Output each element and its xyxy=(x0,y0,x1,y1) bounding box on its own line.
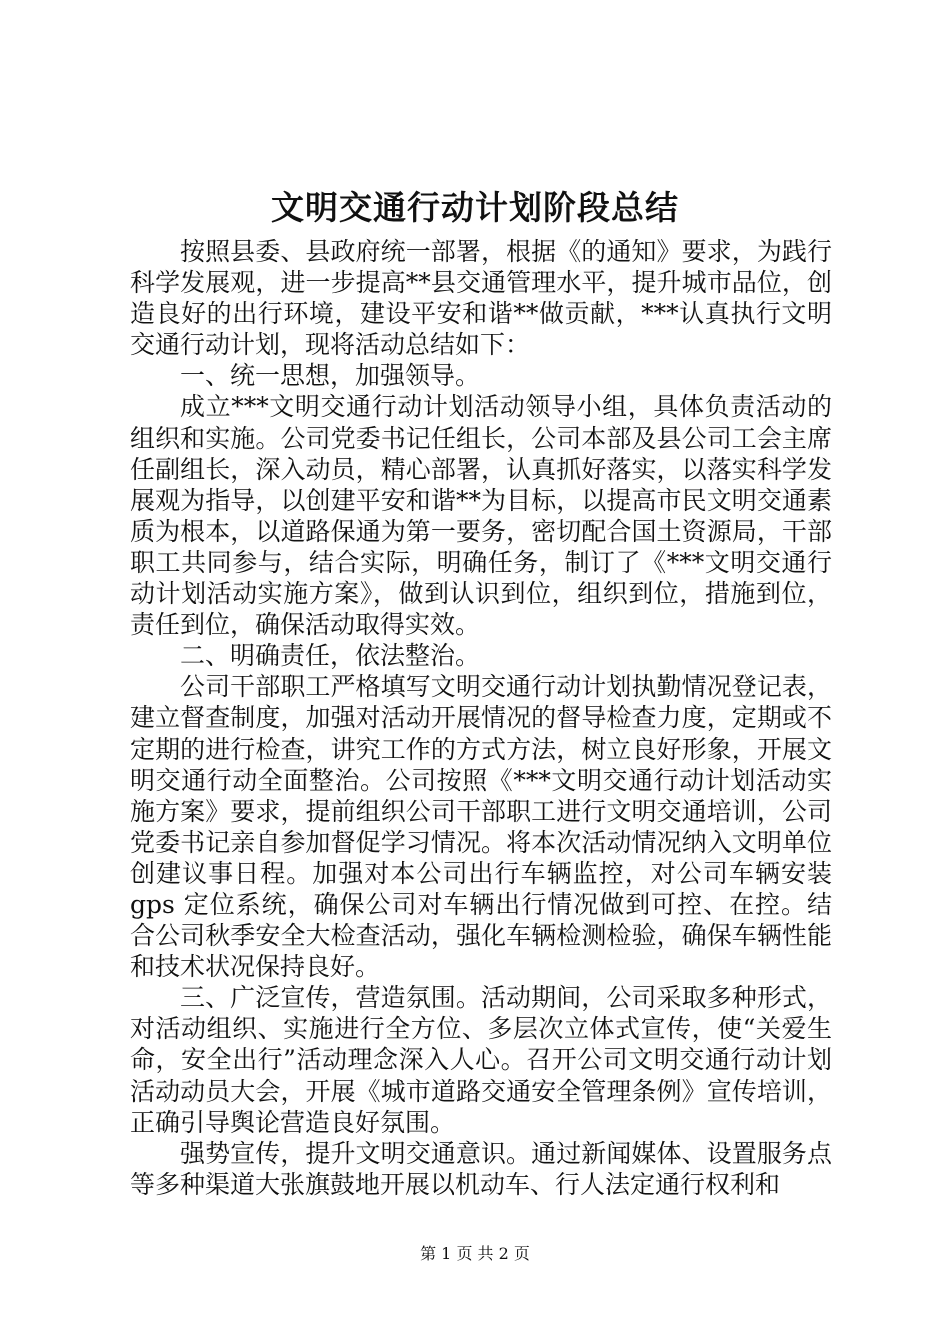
paragraph-section-1: 成立***文明交通行动计划活动领导小组，具体负责活动的组织和实施。公司党委书记任组长，公司本部及县公司工会主席任副组长，深入动员，精心部署，认真抓好落实，以落实科学发展观为指导，以创建平安和谐**为目标，以提高市民文明交通素质为根本，以道路保通为第一要务，密切配合国土资源局，干部职工共同参与，结合实际，明确任务，制订了《***文明交通行动计划活动实施方案》，做到认识到位，组织到位，措施到位，责任到位，确保活动取得实效。 xyxy=(130,392,832,640)
document-title: 文明交通行动计划阶段总结 xyxy=(271,188,679,227)
document-body xyxy=(130,236,832,1200)
paragraph-publicity: 强势宣传，提升文明交通意识。通过新闻媒体、设置服务点等多种渠道大张旗鼓地开展以机动车、行人法定通行权利和 xyxy=(130,1138,832,1199)
paragraph-section-3: 三、广泛宣传，营造氛围。活动期间，公司采取多种形式，对活动组织、实施进行全方位、多层次立体式宣传，使“关爱生命，安全出行”活动理念深入人心。召开公司文明交通行动计划活动动员大会，开展《城市道路交通安全管理条例》宣传培训，正确引导舆论营造良好氛围。 xyxy=(130,983,832,1137)
section-heading-1: 一、统一思想，加强领导。 xyxy=(180,361,481,391)
paragraph-section-2: 公司干部职工严格填写文明交通行动计划执勤情况登记表，建立督查制度，加强对活动开展情况的督导检查力度，定期或不定期的进行检查，讲究工作的方式方法，树立良好形象，开展文明交通行动全面整治。公司按照《***文明交通行动计划活动实施方案》要求，提前组织公司干部职工进行文明交通培训，公司党委书记亲自参加督促学习情况。将本次活动情况纳入文明单位创建议事日程。加强对本公司出行车辆监控，对公司车辆安装 gps 定位系统，确保公司对车辆出行情况做到可控、在控。结合公司秋季安全大检查活动，强化车辆检测检验，确保车辆性能和技术状况保持良好。 xyxy=(130,672,832,982)
page-number-footer: 第 1 页 共 2 页 xyxy=(420,1244,530,1263)
paragraph-intro: 按照县委、县政府统一部署，根据《的通知》要求，为践行科学发展观，进一步提高**县交通管理水平，提升城市品位，创造良好的出行环境，建设平安和谐**做贡献，***认真执行文明交通行动计划，现将活动总结如下： xyxy=(130,237,832,360)
section-heading-2: 二、明确责任，依法整治。 xyxy=(180,641,481,671)
